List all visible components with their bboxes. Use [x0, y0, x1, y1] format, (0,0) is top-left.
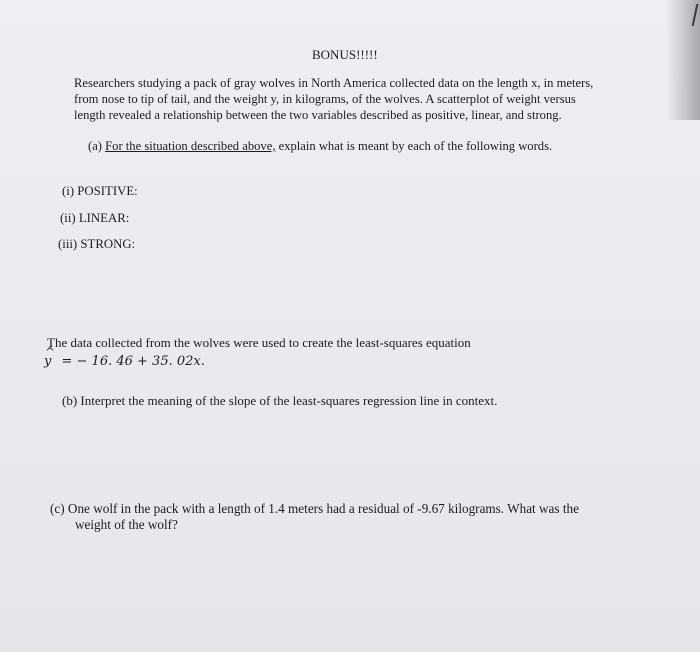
intro-line-2: from nose to tip of tail, and the weight y, in kilograms, of the wolves. A scatterplot of weight versus — [74, 92, 576, 106]
item-positive: (i) POSITIVE: — [62, 184, 138, 198]
page-edge-shadow — [666, 0, 700, 120]
part-c-line-2: weight of the wolf? — [75, 517, 178, 532]
part-a-label: (a) — [88, 139, 102, 153]
part-a-text: explain what is meant by each of the following words. — [278, 139, 553, 153]
part-a-underlined: For the situation described above, — [105, 139, 276, 153]
equation-rhs: = − 16. 46 + 35. 02x. — [61, 354, 205, 369]
part-c-line-1: (c) One wolf in the pack with a length of 1.4 meters had a residual of -9.67 kilograms. What was the — [50, 501, 579, 516]
y-hat-symbol: ^ y — [44, 354, 51, 370]
part-a-question — [88, 138, 552, 154]
item-linear: (ii) LINEAR: — [60, 211, 130, 225]
part-b-question: (b) Interpret the meaning of the slope of the least-squares regression line in context. — [62, 393, 498, 408]
intro-line-1: Researchers studying a pack of gray wolves in North America collected data on the length x, in meters, — [74, 76, 594, 90]
item-strong: (iii) STRONG: — [58, 237, 136, 251]
page-edge-mark — [682, 4, 699, 26]
regression-equation — [44, 354, 205, 370]
page-title: BONUS!!!!! — [312, 47, 378, 62]
intro-line-3: length revealed a relationship between the two variables described as positive, linear, and strong. — [74, 108, 562, 122]
data-intro: The data collected from the wolves were used to create the least-squares equation — [47, 335, 471, 350]
